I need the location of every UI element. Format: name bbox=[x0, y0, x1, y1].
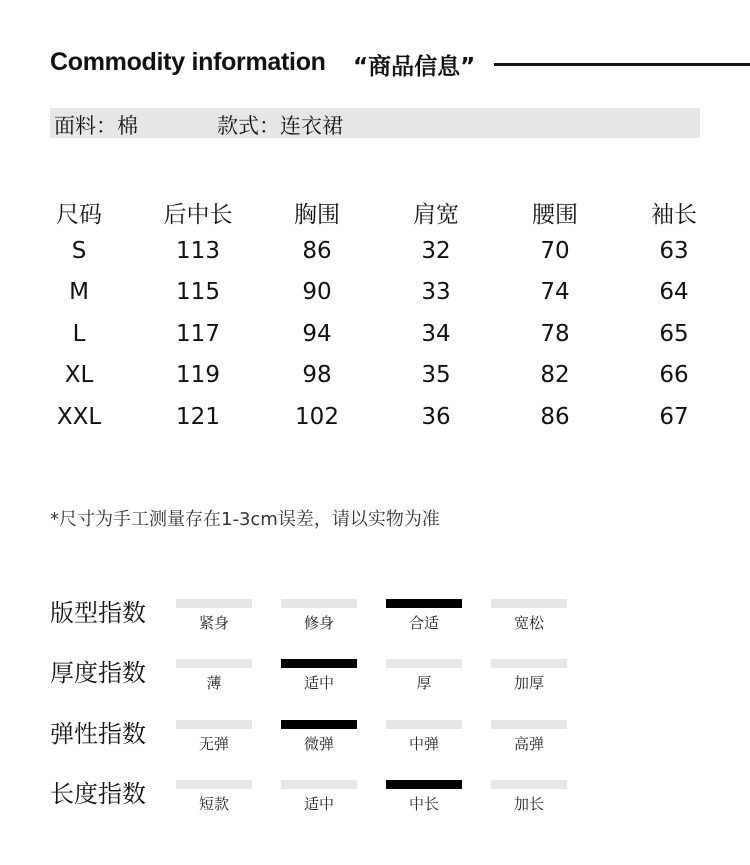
size-table-cell: 66 bbox=[659, 362, 689, 388]
size-table-cell: 36 bbox=[421, 403, 451, 430]
index-option bbox=[281, 659, 357, 693]
index-option bbox=[176, 599, 252, 633]
index-bar-selected bbox=[386, 780, 462, 789]
index-row bbox=[0, 774, 750, 824]
index-option-label: 紧身 bbox=[198, 614, 229, 632]
size-table-header-cell: 后中长 bbox=[163, 202, 233, 228]
size-table-cell: 67 bbox=[659, 403, 689, 430]
size-table-cell: 117 bbox=[176, 320, 220, 347]
size-table-cell: 113 bbox=[176, 237, 220, 264]
index-option bbox=[176, 720, 252, 754]
fabric-info-bar bbox=[50, 108, 700, 138]
index-bar bbox=[491, 780, 567, 789]
index-bar bbox=[491, 720, 567, 729]
table-row bbox=[20, 279, 733, 321]
size-table-header-cell: 尺码 bbox=[56, 202, 102, 228]
size-table bbox=[20, 196, 733, 445]
index-bar bbox=[176, 659, 252, 668]
index-bar bbox=[491, 659, 567, 668]
measurement-note: *尺寸为手工测量存在1-3cm误差，请以实物为准 bbox=[50, 509, 440, 530]
index-bar bbox=[491, 599, 567, 608]
size-table-header-cell: 袖长 bbox=[651, 202, 697, 228]
size-table-cell: 65 bbox=[659, 320, 689, 347]
index-bar bbox=[176, 720, 252, 729]
header-title-cn: “商品信息” bbox=[353, 54, 476, 80]
size-table-cell: 121 bbox=[176, 403, 220, 430]
index-option-label: 高弹 bbox=[513, 735, 544, 753]
index-option-label: 修身 bbox=[303, 614, 334, 632]
size-table-cell: XL bbox=[64, 362, 94, 388]
index-option bbox=[281, 780, 357, 814]
index-bar bbox=[176, 599, 252, 608]
index-option bbox=[491, 659, 567, 693]
size-table-cell: 90 bbox=[302, 279, 332, 305]
size-table-cell: XXL bbox=[56, 403, 102, 430]
index-bar-selected bbox=[281, 720, 357, 729]
size-table-cell: 98 bbox=[302, 362, 332, 388]
index-row bbox=[0, 714, 750, 764]
index-option bbox=[386, 599, 462, 633]
index-bar-selected bbox=[386, 599, 462, 608]
index-option bbox=[386, 780, 462, 814]
index-option bbox=[281, 720, 357, 754]
size-table-cell: 86 bbox=[540, 403, 570, 430]
size-table-cell: 70 bbox=[540, 237, 570, 264]
index-bar bbox=[281, 599, 357, 608]
size-table-cell: 119 bbox=[176, 362, 220, 388]
index-option bbox=[176, 659, 252, 693]
index-label: 版型指数 bbox=[50, 599, 146, 627]
index-option-label: 加厚 bbox=[513, 674, 544, 692]
index-option bbox=[491, 720, 567, 754]
size-table-cell: 32 bbox=[421, 237, 451, 264]
size-table-cell: 35 bbox=[421, 362, 451, 388]
size-table-header bbox=[20, 196, 733, 238]
size-table-header-cell: 肩宽 bbox=[413, 202, 459, 228]
size-table-cell: 86 bbox=[302, 237, 332, 264]
size-table-cell: 64 bbox=[659, 279, 689, 305]
index-option-label: 薄 bbox=[206, 674, 222, 692]
index-option-label: 中弹 bbox=[408, 735, 439, 753]
table-row bbox=[20, 404, 733, 446]
index-bar bbox=[281, 780, 357, 789]
index-bar bbox=[176, 780, 252, 789]
index-option-label: 加长 bbox=[513, 795, 544, 813]
table-row bbox=[20, 238, 733, 280]
index-bar-selected bbox=[281, 659, 357, 668]
index-option-label: 短款 bbox=[198, 795, 229, 813]
fabric-style: 款式：连衣裙 bbox=[217, 114, 343, 138]
header-divider bbox=[494, 63, 750, 66]
size-table-cell: 82 bbox=[540, 362, 570, 388]
section-header bbox=[50, 44, 750, 84]
table-row bbox=[20, 321, 733, 363]
index-option bbox=[491, 780, 567, 814]
size-table-cell: 115 bbox=[176, 279, 220, 305]
size-table-cell: 63 bbox=[659, 237, 689, 264]
header-title-en: Commodity information bbox=[50, 48, 326, 76]
index-bar bbox=[386, 659, 462, 668]
index-option-label: 微弹 bbox=[303, 735, 334, 753]
size-table-cell: 74 bbox=[540, 279, 570, 305]
index-label: 厚度指数 bbox=[50, 659, 146, 687]
index-option-label: 中长 bbox=[408, 795, 439, 813]
table-row bbox=[20, 362, 733, 404]
index-label: 弹性指数 bbox=[50, 720, 146, 748]
index-bar bbox=[386, 720, 462, 729]
fabric-material: 面料：棉 bbox=[54, 114, 138, 138]
index-option bbox=[386, 659, 462, 693]
size-table-header-cell: 胸围 bbox=[294, 202, 340, 228]
size-table-cell: 33 bbox=[421, 279, 451, 305]
size-table-cell: 34 bbox=[421, 320, 451, 347]
size-table-cell: 78 bbox=[540, 320, 570, 347]
size-table-cell: L bbox=[72, 320, 86, 347]
size-table-cell: 102 bbox=[295, 403, 339, 430]
index-option-label: 适中 bbox=[303, 795, 334, 813]
index-row bbox=[0, 593, 750, 643]
index-option-label: 厚 bbox=[416, 674, 432, 692]
index-option-label: 适中 bbox=[303, 674, 334, 692]
index-option bbox=[386, 720, 462, 754]
size-table-cell: S bbox=[71, 237, 87, 264]
size-table-cell: 94 bbox=[302, 320, 332, 347]
index-option-label: 合适 bbox=[408, 614, 439, 632]
index-row bbox=[0, 653, 750, 703]
index-label: 长度指数 bbox=[50, 780, 146, 808]
index-option bbox=[176, 780, 252, 814]
index-option bbox=[281, 599, 357, 633]
index-option-label: 无弹 bbox=[198, 735, 229, 753]
size-table-header-cell: 腰围 bbox=[532, 202, 578, 228]
index-option-label: 宽松 bbox=[513, 614, 544, 632]
size-table-cell: M bbox=[69, 279, 89, 305]
index-option bbox=[491, 599, 567, 633]
